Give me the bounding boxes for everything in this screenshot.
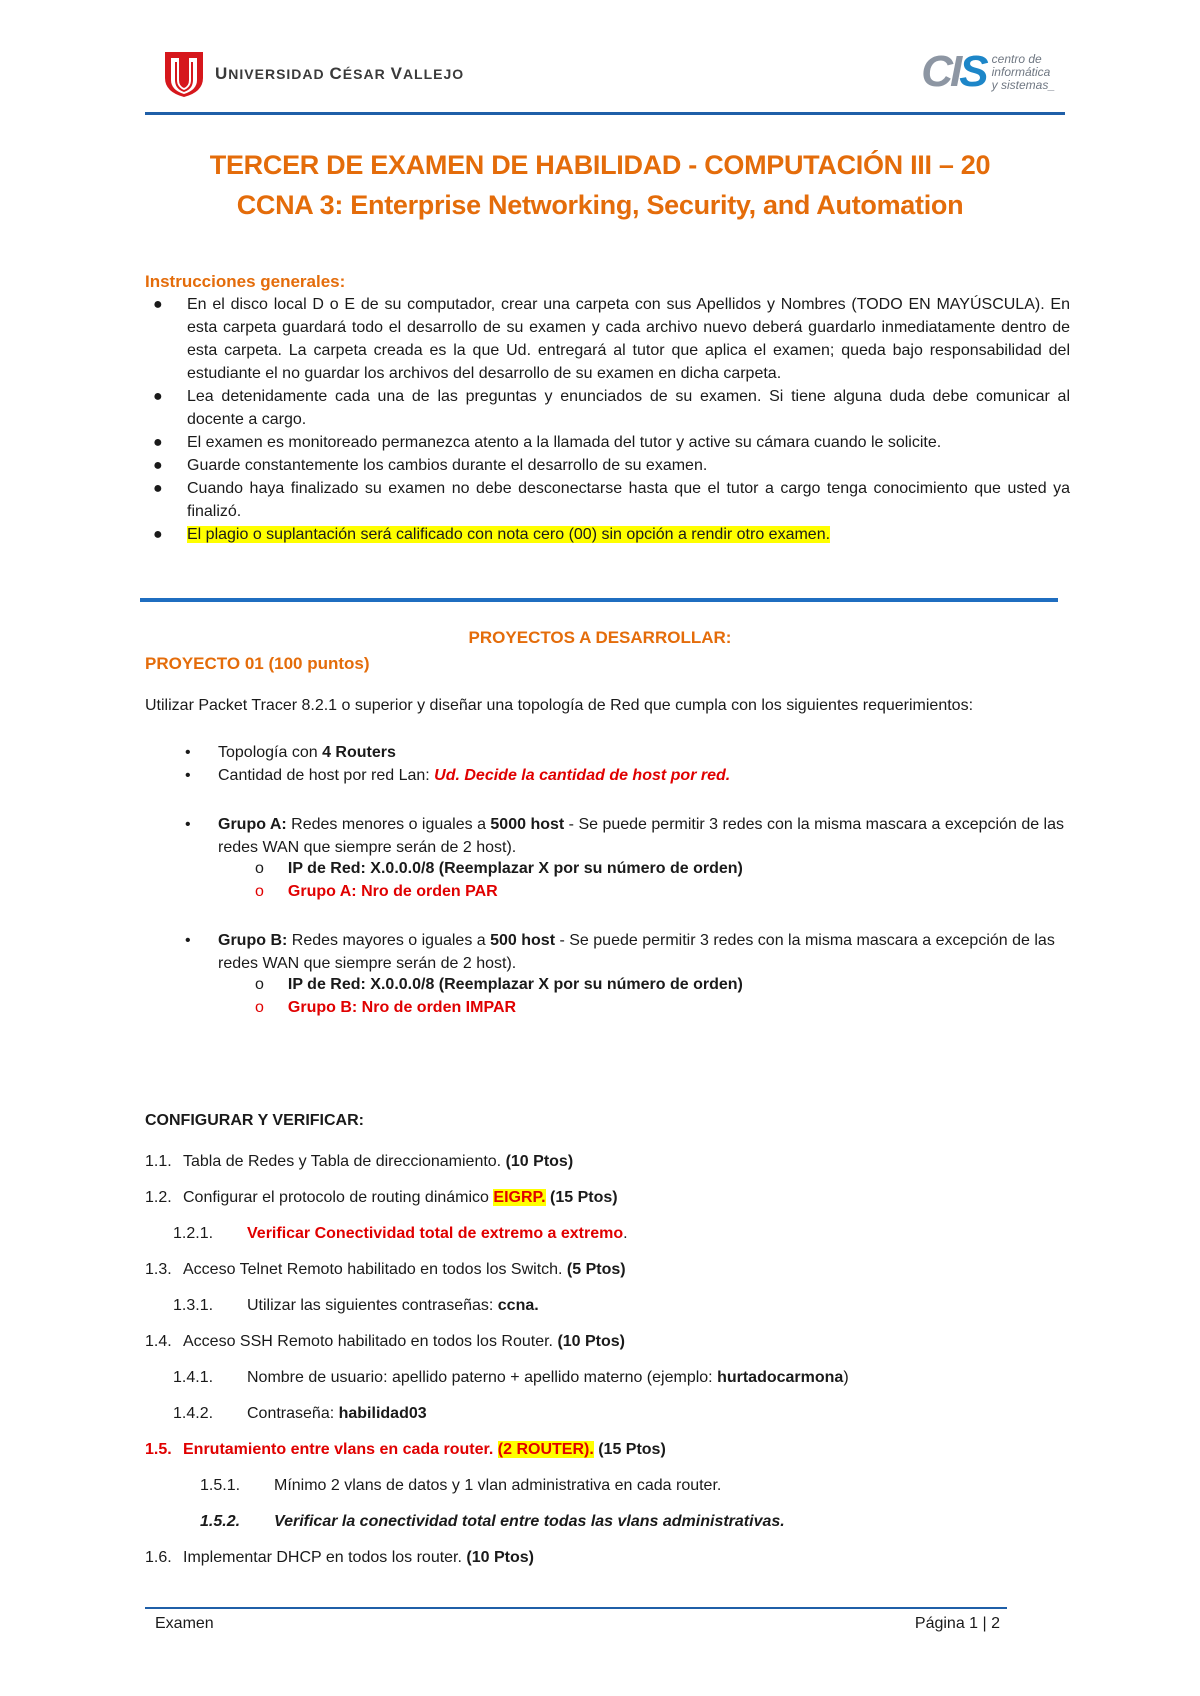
config-item-1-4: 1.4. Acceso SSH Remoto habilitado en todos los Router. (10 Ptos) [145, 1333, 626, 1350]
footer-divider [145, 1607, 1007, 1609]
page-header [145, 40, 1065, 120]
config-item-1-4-2: 1.4.2. Contraseña: habilidad03 [173, 1405, 427, 1422]
config-item-1-2-1: 1.2.1. Verificar Conectividad total de extremo a extremo. [173, 1225, 628, 1242]
group-b-ip: o IP de Red: X.0.0.0/8 (Reemplazar X por su número de orden) [255, 976, 743, 993]
group-b-order: o Grupo B: Nro de orden IMPAR [255, 999, 517, 1016]
list-item: ● En el disco local D o E de su computador, crear una carpeta con sus Apellidos y Nombres (TODO EN MAYÚSCULA). En esta carpeta guardará todo el desarrollo de su examen y cada archivo nuevo deberá guardarlo inmediatamente dentro de esta carpeta. La carpeta creada es la que Ud. entregará al tutor que aplica el examen; queda bajo responsabilidad del estudiante el no guardar los archivos del desarrollo de su examen en dicha carpeta. [153, 296, 1070, 382]
group-a-description: • Grupo A: Redes menores o iguales a 5000 host - Se puede permitir 3 redes con la misma mascara a excepción de las redes WAN que siempre serán de 2 host). [185, 816, 1065, 856]
section-divider [140, 598, 1058, 602]
group-a-ip: o IP de Red: X.0.0.0/8 (Reemplazar X por su número de orden) [255, 860, 743, 877]
university-name: UNIVERSIDAD CÉSAR VALLEJO [215, 64, 465, 83]
list-item: ● Lea detenidamente cada una de las preguntas y enunciados de su examen. Si tiene alguna duda debe comunicar al docente a cargo. [153, 388, 1070, 428]
config-heading: CONFIGURAR Y VERIFICAR: [145, 1112, 364, 1129]
page-number: Página 1 | 2 [914, 1615, 1000, 1632]
exam-title: TERCER DE EXAMEN DE HABILIDAD - COMPUTACIÓN III – 20 [209, 150, 991, 180]
requirement-hosts: • Cantidad de host por red Lan: Ud. Decide la cantidad de host por red. [185, 767, 731, 784]
list-item-highlighted: ● El plagio o suplantación será calificado con nota cero (00) sin opción a rendir otro examen. [153, 526, 831, 543]
instructions-list [145, 293, 1070, 546]
footer-label: Examen [155, 1615, 214, 1632]
config-item-1-5-1: 1.5.1. Mínimo 2 vlans de datos y 1 vlan administrativa en cada router. [200, 1477, 722, 1494]
cis-logo-mark: CIS [921, 47, 986, 96]
config-item-1-5: 1.5. Enrutamiento entre vlans en cada router. (2 ROUTER). (15 Ptos) [145, 1441, 666, 1458]
config-item-1-1: 1.1. Tabla de Redes y Tabla de direccionamiento. (10 Ptos) [145, 1153, 574, 1170]
list-item: ● Guarde constantemente los cambios durante el desarrollo de su examen. [153, 457, 708, 474]
list-item: ● Cuando haya finalizado su examen no debe desconectarse hasta que el tutor a cargo tenga conocimiento que usted ya finalizó. [153, 480, 1070, 520]
requirement-topology: • Topología con 4 Routers [185, 744, 396, 761]
ucv-logo [163, 50, 464, 98]
group-b-description: • Grupo B: Redes mayores o iguales a 500 host - Se puede permitir 3 redes con la misma mascara a excepción de las redes WAN que siempre serán de 2 host). [185, 932, 1055, 972]
config-item-1-3: 1.3. Acceso Telnet Remoto habilitado en todos los Switch. (5 Ptos) [145, 1261, 626, 1278]
cis-logo [921, 47, 1055, 96]
cis-logo-text: centro de informática y sistemas_ [991, 51, 1055, 92]
list-item: ● El examen es monitoreado permanezca atento a la llamada del tutor y active su cámara cuando le solicite. [153, 434, 942, 451]
config-item-1-6: 1.6. Implementar DHCP en todos los router. (10 Ptos) [145, 1549, 534, 1566]
config-item-1-5-2: 1.5.2. Verificar la conectividad total entre todas las vlans administrativas. [200, 1513, 785, 1530]
group-a-order: o Grupo A: Nro de orden PAR [255, 883, 498, 900]
config-item-1-4-1: 1.4.1. Nombre de usuario: apellido paterno + apellido materno (ejemplo: hurtadocarmona) [173, 1369, 849, 1386]
projects-heading: PROYECTOS A DESARROLLAR: [468, 628, 732, 647]
course-title: CCNA 3: Enterprise Networking, Security, and Automation [236, 190, 964, 220]
config-item-1-2: 1.2. Configurar el protocolo de routing dinámico EIGRP. (15 Ptos) [145, 1189, 618, 1206]
ucv-shield-icon [163, 50, 205, 98]
instructions-heading: Instrucciones generales: [145, 272, 346, 291]
header-divider [145, 112, 1065, 115]
project-title: PROYECTO 01 (100 puntos) [145, 654, 370, 673]
config-item-1-3-1: 1.3.1. Utilizar las siguientes contraseñas: ccna. [173, 1297, 539, 1314]
project-intro: Utilizar Packet Tracer 8.2.1 o superior y diseñar una topología de Red que cumpla con los siguientes requerimientos: [145, 697, 974, 714]
